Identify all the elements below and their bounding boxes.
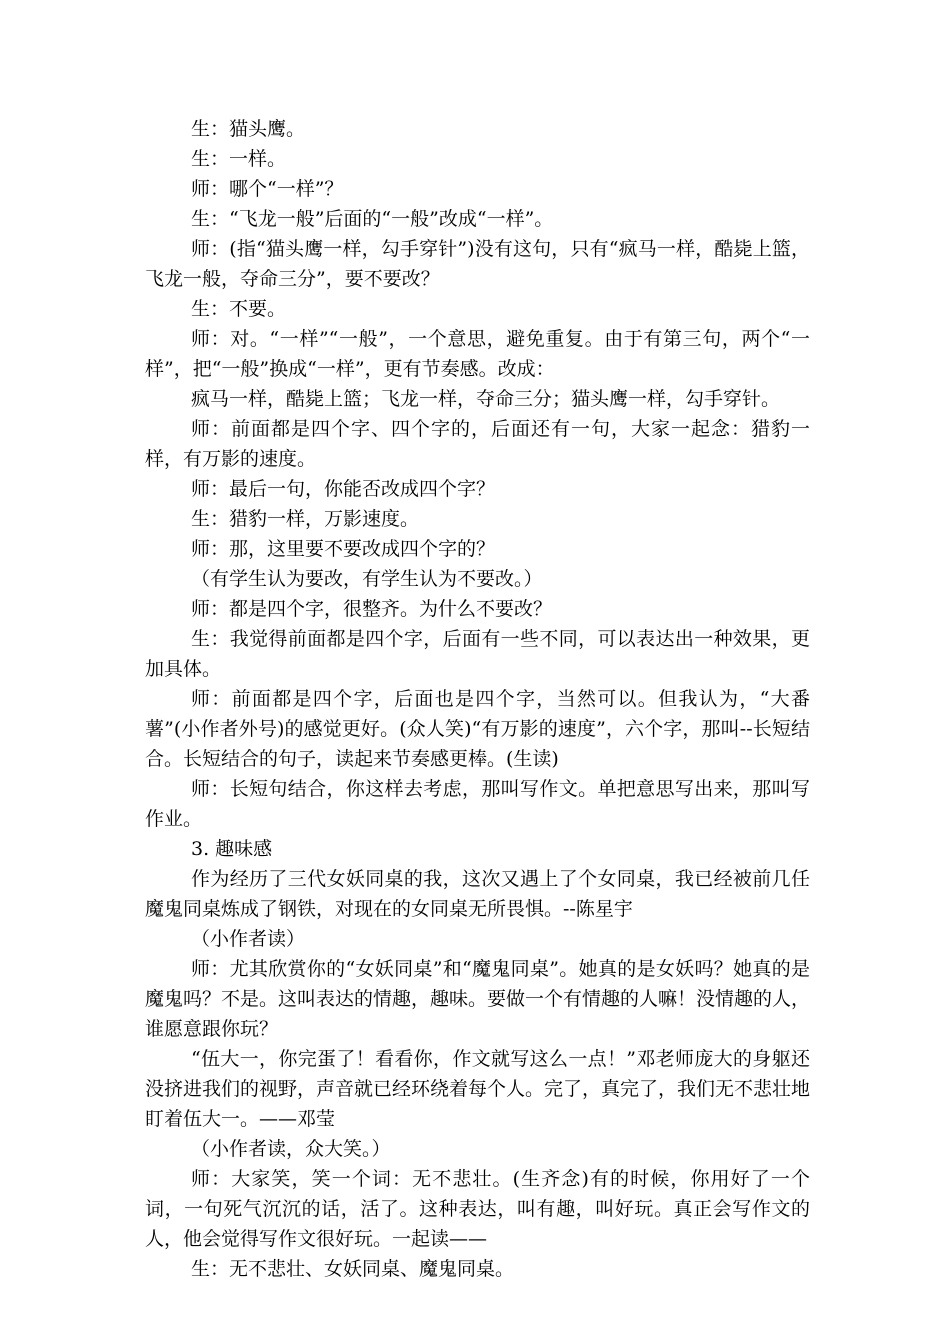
paragraph: 生：“飞龙一般”后面的“一般”改成“一样”。 (191, 208, 554, 230)
paragraph: 生：猫头鹰。 (191, 118, 306, 140)
paragraph: 师：尤其欣赏你的“女妖同桌”和“魔鬼同桌”。她真的是女妖吗？她真的是魔鬼吗？不是。这叫表达的情趣，趣味。要做一个有情趣的人嘛！没情趣的人，谁愿意跟你玩？ (145, 958, 811, 1040)
paragraph: 师：长短句结合，你这样去考虑，那叫写作文。单把意思写出来，那叫写作业。 (145, 778, 810, 830)
paragraph: 生：不要。 (191, 298, 287, 320)
paragraph: 师：前面都是四个字、四个字的，后面还有一句，大家一起念：猎豹一样，有万影的速度。 (145, 418, 810, 470)
paragraph: 师：最后一句，你能否改成四个字？ (191, 478, 496, 500)
paragraph: 生：一样。 (191, 148, 287, 170)
paragraph: （小作者读） (191, 928, 306, 950)
paragraph: 师：对。“一样”“一般”，一个意思，避免重复。由于有第三句，两个“一样”，把“一般”换成“一样”，更有节奏感。改成： (145, 328, 810, 380)
paragraph: “伍大一，你完蛋了！看看你，作文就写这么一点！”邓老师庞大的身躯还没挤进我们的视野，声音就已经环绕着每个人。完了，真完了，我们无不悲壮地盯着伍大一。——邓莹 (145, 1048, 811, 1130)
section-heading: 3. 趣味感 (191, 838, 273, 860)
paragraph: 师：那，这里要不要改成四个字的？ (191, 538, 496, 560)
paragraph: 师：(指“猫头鹰一样，勾手穿针”)没有这句，只有“疯马一样，酷毙上篮，飞龙一般，夺命三分”，要不要改？ (145, 238, 810, 290)
paragraph: 生：猎豹一样，万影速度。 (191, 508, 420, 530)
paragraph: 作为经历了三代女妖同桌的我，这次又遇上了个女同桌，我已经被前几任魔鬼同桌炼成了钢铁，对现在的女同桌无所畏惧。--陈星宇 (145, 868, 810, 920)
paragraph: 师：都是四个字，很整齐。为什么不要改？ (191, 598, 553, 620)
paragraph: （有学生认为要改，有学生认为不要改。） (191, 568, 543, 590)
paragraph: 师：哪个“一样”？ (191, 178, 344, 200)
paragraph: 生：无不悲壮、女妖同桌、魔鬼同桌。 (191, 1258, 515, 1280)
document-page (145, 114, 810, 1284)
paragraph: 师：大家笑，笑一个词：无不悲壮。(生齐念)有的时候，你用好了一个词，一句死气沉沉的话，活了。这种表达，叫有趣，叫好玩。真正会写作文的人，他会觉得写作文很好玩。一起读—— (145, 1168, 810, 1250)
paragraph: 生：我觉得前面都是四个字，后面有一些不同，可以表达出一种效果，更加具体。 (145, 628, 810, 680)
paragraph: （小作者读，众大笑。） (191, 1138, 391, 1160)
paragraph: 疯马一样，酷毙上篮；飞龙一样，夺命三分；猫头鹰一样，勾手穿针。 (191, 388, 781, 410)
paragraph: 师：前面都是四个字，后面也是四个字，当然可以。但我认为，“大番薯”(小作者外号)的感觉更好。(众人笑)“有万影的速度”，六个字，那叫--长短结合。长短结合的句子，读起来节奏感更棒。(生读) (145, 688, 810, 770)
